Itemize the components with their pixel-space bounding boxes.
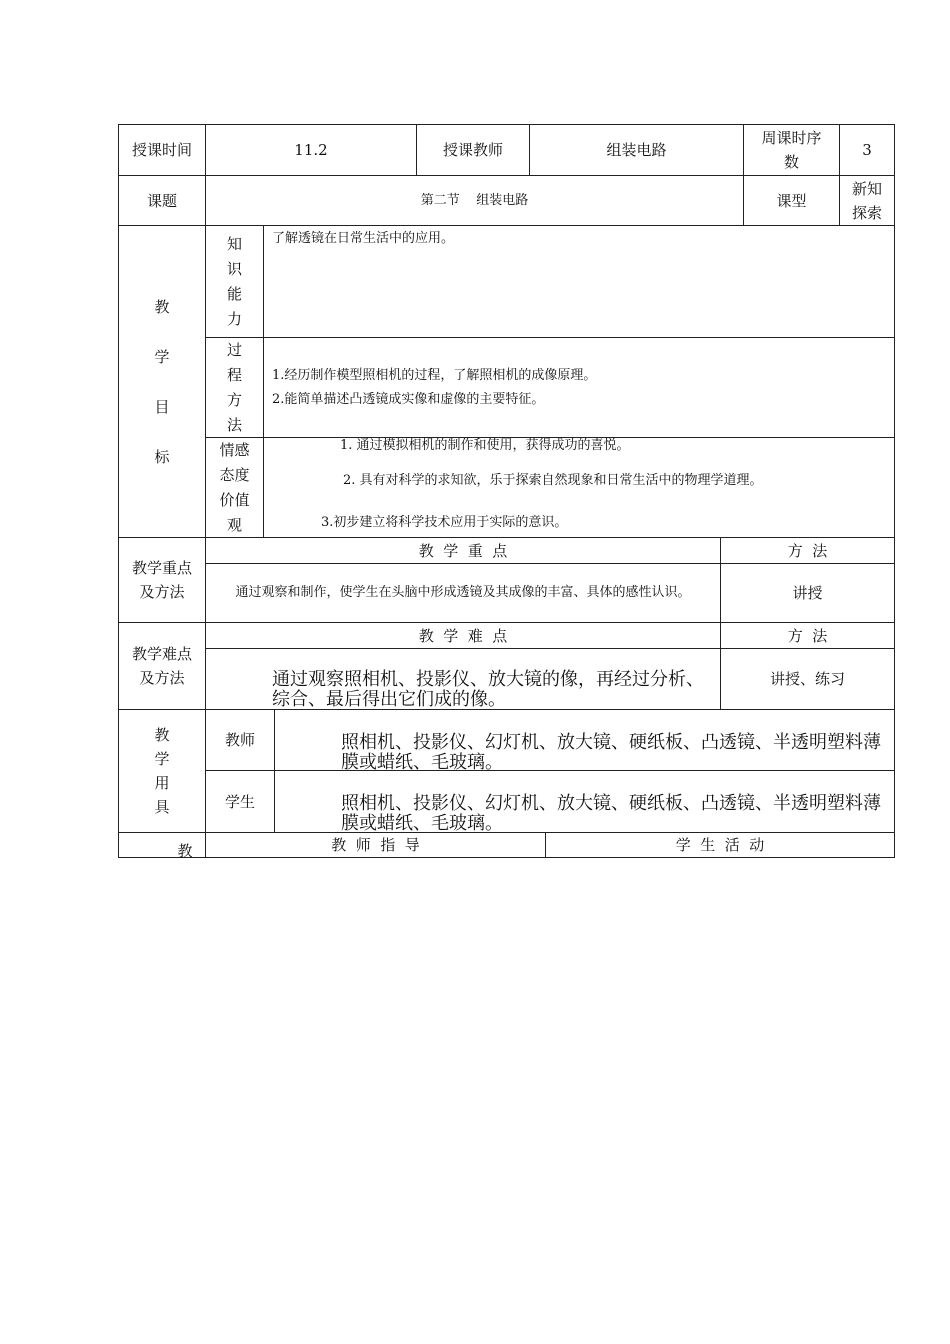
student-activity-header: 学 生 活 动 [675,836,765,854]
key-points-text: 通过观察和制作，使学生在头脑中形成透镜及其成像的丰富、具体的感性认识。 [235,585,691,600]
column-divider [274,709,275,833]
key-method-value: 讲授 [792,584,823,602]
teacher-label: 授课教师 [442,141,503,159]
knowledge-text: 了解透镜在日常生活中的应用。 [272,231,455,246]
time-label: 授课时间 [131,141,192,159]
process-label: 过 程 方 法 [226,340,242,434]
tools-teacher-label: 教师 [224,731,255,749]
lesson-type-label: 课型 [776,191,807,210]
weekly-order-value: 3 [862,141,872,159]
emotion-label: 情感 态度 价值 观 [219,440,250,534]
teacher-value: 组装电路 [606,141,667,159]
process-row-label: 教 [177,842,193,860]
tools-student-label: 学生 [224,792,255,811]
table-border [118,857,895,858]
key-points-header: 教 学 重 点 [418,541,508,560]
tools-label: 教 学 用 具 [154,726,170,816]
emotion-line-2: 2. 具有对科学的求知欲，乐于探索自然现象和日常生活中的物理学道理。 [343,473,763,488]
knowledge-label: 知 识 能 力 [226,234,242,328]
table-border [894,124,895,858]
column-divider [263,225,264,538]
tools-teacher-text: 照相机、投影仪、幻灯机、放大镜、硬纸板、凸透镜、半透明塑料薄膜或蜡纸、毛玻璃。 [341,732,881,773]
objectives-label: 教 学 目 标 [154,297,170,466]
tools-student-text: 照相机、投影仪、幻灯机、放大镜、硬纸板、凸透镜、半透明塑料薄膜或蜡纸、毛玻璃。 [341,793,881,834]
process-line-1: 1.经历制作模型照相机的过程，了解照相机的成像原理。 [272,368,597,383]
emotion-line-1: 1. 通过模拟相机的制作和使用，获得成功的喜悦。 [340,438,630,453]
difficulty-method-value: 讲授、练习 [769,670,845,688]
topic-label: 课题 [146,191,177,210]
time-value: 11.2 [294,141,328,159]
lesson-type-value: 新知 探索 [851,179,882,222]
difficulty-method-header: 方 法 [787,626,828,645]
weekly-order-label: 周课时序 数 [761,129,822,171]
process-line-2: 2.能简单描述凸透镜成实像和虚像的主要特征。 [272,392,545,407]
teacher-guide-header: 教 师 指 导 [331,836,420,854]
key-points-label: 教学重点 及方法 [131,559,192,601]
difficulties-header: 教 学 难 点 [418,626,508,645]
difficulties-text: 通过观察照相机、投影仪、放大镜的像，再经过分析、综合、最后得出它们成的像。 [272,669,704,710]
topic-value: 第二节 组装电路 [420,192,529,208]
difficulties-label: 教学难点 及方法 [131,645,192,687]
emotion-line-3: 3.初步建立将科学技术应用于实际的意识。 [321,515,568,530]
row-divider [205,337,895,338]
key-method-header: 方 法 [787,541,828,560]
